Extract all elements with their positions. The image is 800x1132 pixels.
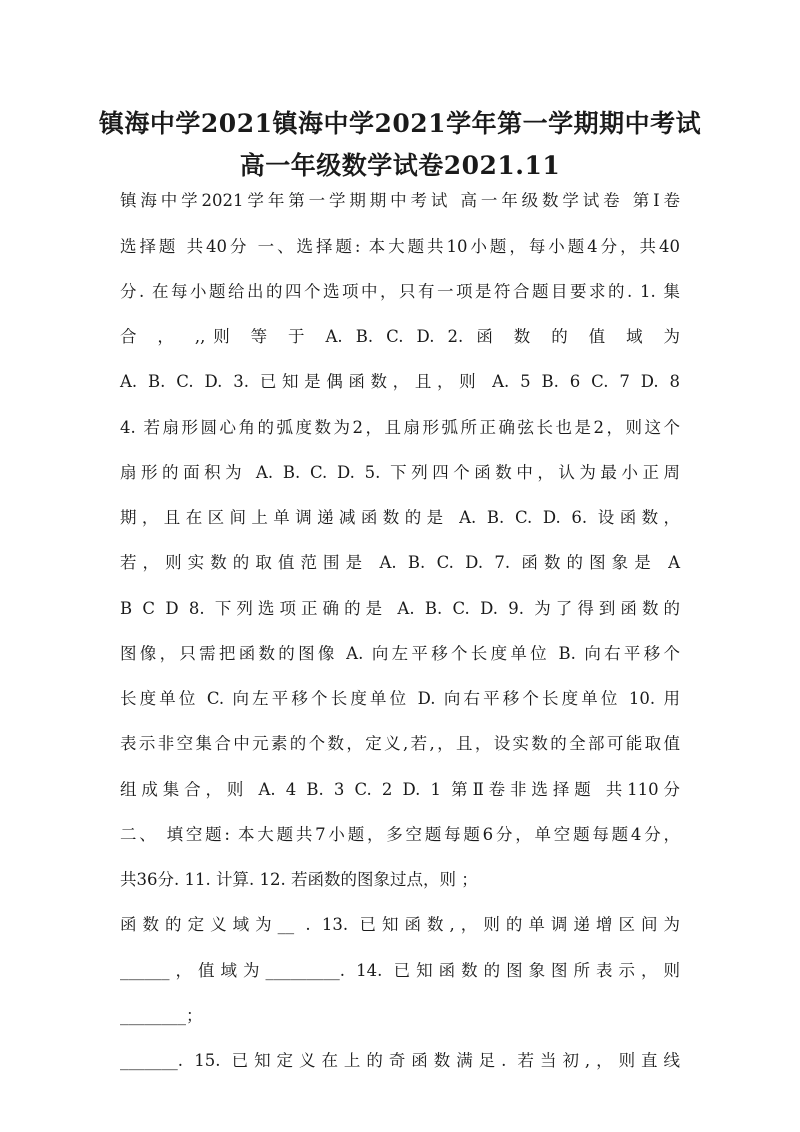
body-line: 扇形的面积为 A. B. C. D. 5. 下列四个函数中，认为最小正周	[120, 463, 680, 482]
body-line: 图像，只需把函数的图像 A. 向左平移个长度单位 B. 向右平移个	[120, 644, 680, 663]
body-line: 共36分. 11. 计算. 12. 若函数的图象过点，则 ；	[120, 870, 478, 889]
body-line: 合 ， ,,则 等 于 A. B. C. D. 2. 函 数 的 值 域 为	[120, 327, 680, 346]
body-line: 镇海中学2021学年第一学期期中考试 高一年级数学试卷 第Ⅰ卷	[120, 191, 680, 210]
body-line: A. B. C. D. 3. 已知是偶函数，且，则 A. 5 B. 6 C. 7 D. 8	[120, 372, 680, 391]
document-title-line-2: 高一年级数学试卷2021.11	[239, 151, 561, 180]
body-line: 若，则实数的取值范围是 A. B. C. D. 7. 函数的图象是 A	[120, 553, 680, 572]
body-line: 函数的定义域为__ . 13. 已知函数,，则的单调递增区间为	[120, 915, 680, 934]
body-line: 表示非空集合中元素的个数，定义,若,，且，设实数的全部可能取值	[120, 734, 680, 753]
document-title-line-1: 镇海中学2021镇海中学2021学年第一学期期中考试	[98, 109, 702, 138]
body-line: ______，值域为_________. 14. 已知函数的图象图所表示，则	[120, 961, 680, 980]
body-line: ________；	[120, 1006, 203, 1025]
body-line: 二、 填空题: 本大题共7小题，多空题每题6分，单空题每题4分，	[120, 825, 680, 844]
body-line: 长度单位 C. 向左平移个长度单位 D. 向右平移个长度单位 10. 用	[120, 689, 680, 708]
body-line: 组成集合，则 A. 4 B. 3 C. 2 D. 1 第Ⅱ卷非选择题 共110分	[120, 780, 680, 799]
body-line: B C D 8. 下列选项正确的是 A. B. C. D. 9. 为了得到函数的	[120, 599, 680, 618]
body-line: _______. 15. 已知定义在上的奇函数满足. 若当初,，则直线	[120, 1051, 680, 1070]
body-line: 选择题 共40分 一、选择题: 本大题共10小题，每小题4分，共40	[120, 237, 680, 256]
body-line: 4. 若扇形圆心角的弧度数为2，且扇形弧所正确弦长也是2，则这个	[120, 418, 680, 437]
body-line: 分. 在每小题给出的四个选项中，只有一项是符合题目要求的. 1. 集	[120, 282, 680, 301]
body-line: 期，且在区间上单调递减函数的是 A. B. C. D. 6. 设函数，	[120, 508, 680, 527]
